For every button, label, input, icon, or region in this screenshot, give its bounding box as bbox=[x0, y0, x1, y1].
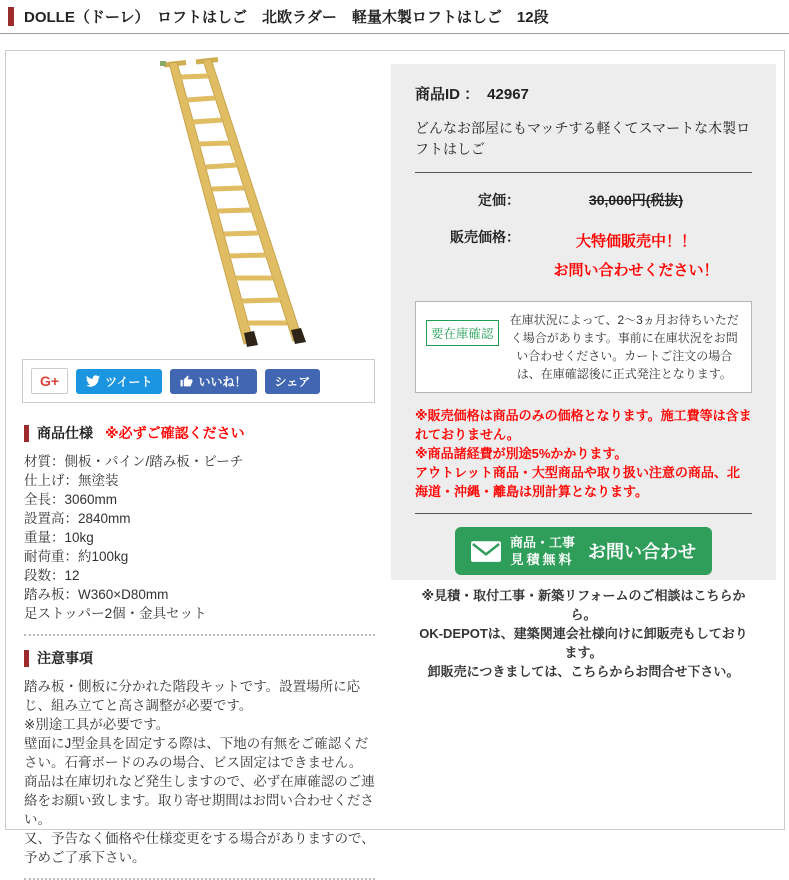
google-plus-button[interactable]: G+ bbox=[31, 368, 68, 394]
specs-section bbox=[6, 423, 391, 623]
thumbs-up-icon bbox=[180, 375, 193, 388]
price-note-line: ※販売価格は商品のみの価格となります。施工費等は含まれておりません。 bbox=[415, 408, 752, 442]
sale-price-value bbox=[520, 227, 752, 285]
spec-item: 重量：10kg bbox=[24, 530, 94, 545]
stock-check-badge: 要在庫確認 bbox=[426, 320, 499, 346]
page-header bbox=[0, 0, 789, 34]
section-accent-bar bbox=[24, 650, 29, 667]
contact-button-small-line1: 商品・工事 bbox=[509, 535, 575, 550]
list-price-value: 30,000円(税抜) bbox=[588, 192, 684, 208]
stock-notice-box bbox=[415, 301, 752, 393]
contact-note-line: OK-DEPOTは、建築関連会社様向けに卸販売もしております。 bbox=[419, 626, 748, 660]
spec-item: 仕上げ：無塗装 bbox=[24, 473, 119, 488]
social-share-bar bbox=[22, 359, 375, 403]
caution-line: 又、予告なく価格や仕様変更をする場合がありますので、予めご了承下さい。 bbox=[24, 831, 375, 865]
product-description: どんなお部屋にもマッチする軽くてスマートな木製ロフトはしご bbox=[415, 118, 752, 173]
like-button-label: いいね！ bbox=[198, 374, 247, 389]
cautions-heading: 注意事項 bbox=[37, 650, 93, 666]
sale-price-line2: お問い合わせください！ bbox=[553, 262, 719, 279]
specs-section-header bbox=[24, 423, 375, 443]
purchase-info-panel bbox=[391, 64, 776, 679]
caution-line: 壁面にJ型金具を固定する際は、下地の有無をご確認ください。石膏ボードのみの場合、ビス固定はできません。 bbox=[24, 736, 369, 770]
contact-button-small-line2: 見積無料 bbox=[510, 552, 575, 567]
cautions-section-header bbox=[24, 648, 375, 668]
specs-list bbox=[24, 452, 375, 623]
dotted-divider bbox=[24, 634, 375, 636]
product-image-ladder bbox=[6, 51, 391, 351]
twitter-bird-icon bbox=[86, 374, 100, 388]
contact-note-line: ※見積・取付工事・新築リフォームのご相談はこちらから。 bbox=[421, 588, 746, 622]
contact-notes bbox=[415, 586, 752, 681]
facebook-share-button[interactable] bbox=[265, 369, 321, 394]
specs-heading-note: ※必ずご確認ください bbox=[105, 425, 245, 441]
sale-price-line1: 大特価販売中！！ bbox=[575, 233, 696, 250]
page-title: DOLLE（ドーレ） ロフトはしご 北欧ラダー 軽量木製ロフトはしご 12段 bbox=[24, 9, 549, 26]
contact-button-small-text bbox=[510, 534, 575, 568]
facebook-like-button[interactable] bbox=[170, 369, 256, 394]
spec-item: 踏み板：W360×D80mm bbox=[24, 587, 169, 602]
product-id-label: 商品ID ： bbox=[415, 86, 480, 103]
contact-inquiry-button[interactable] bbox=[455, 527, 712, 575]
price-note-line: ※商品諸経費が別途5%かかります。 bbox=[415, 446, 628, 461]
spec-item: 段数：12 bbox=[24, 568, 80, 583]
section-accent-bar bbox=[24, 425, 29, 442]
spec-item: 設置高：2840mm bbox=[24, 511, 131, 526]
spec-item: 材質：側板・パイン/踏み板・ビーチ bbox=[24, 454, 244, 469]
spec-item: 耐荷重：約100kg bbox=[24, 549, 129, 564]
envelope-icon bbox=[471, 541, 501, 562]
caution-line: 商品は在庫切れなど発生しますので、必ず在庫確認のご連絡をお願い致します。取り寄せ期間はお問い合わせください。 bbox=[24, 774, 375, 827]
list-price-label: 定価： bbox=[478, 192, 520, 208]
header-accent-bar bbox=[8, 7, 14, 26]
product-id-row bbox=[415, 83, 752, 104]
price-note-line: アウトレット商品・大型商品や取り扱い注意の商品、北海道・沖縄・離島は別計算となります。 bbox=[415, 465, 740, 499]
contact-note-line: 卸販売につきましては、こちらからお問合せ下さい。 bbox=[427, 664, 740, 679]
caution-line: ※別途工具が必要です。 bbox=[24, 717, 170, 732]
stock-notice-text: 在庫状況によって、2～3ヵ月お待ちいただく場合があります。事前に在庫状況をお問い合わせください。カートご注文の場合は、在庫確認後に正式発注となります。 bbox=[509, 313, 739, 381]
cautions-section bbox=[6, 648, 391, 867]
specs-heading: 商品仕様 bbox=[37, 425, 93, 441]
list-price-row bbox=[415, 190, 752, 210]
product-detail-container bbox=[5, 50, 785, 865]
spec-item: 足ストッパー2個・金具セット bbox=[24, 606, 207, 621]
share-button-label: シェア bbox=[274, 374, 311, 389]
sale-price-label: 販売価格： bbox=[450, 229, 520, 245]
contact-button-main-label: お問い合わせ bbox=[588, 542, 696, 562]
price-notes bbox=[415, 406, 752, 514]
caution-line: 踏み板・側板に分かれた階段キットです。設置場所に応じ、組み立てと高さ調整が必要です。 bbox=[24, 679, 361, 713]
tweet-button[interactable] bbox=[76, 369, 162, 394]
sale-price-row bbox=[415, 227, 752, 285]
product-id-value: 42967 bbox=[487, 86, 529, 103]
ladder-illustration bbox=[6, 51, 391, 351]
cautions-list bbox=[24, 677, 375, 867]
spec-item: 全長：3060mm bbox=[24, 492, 118, 507]
left-column bbox=[6, 51, 391, 865]
tweet-button-label: ツイート bbox=[105, 374, 153, 389]
